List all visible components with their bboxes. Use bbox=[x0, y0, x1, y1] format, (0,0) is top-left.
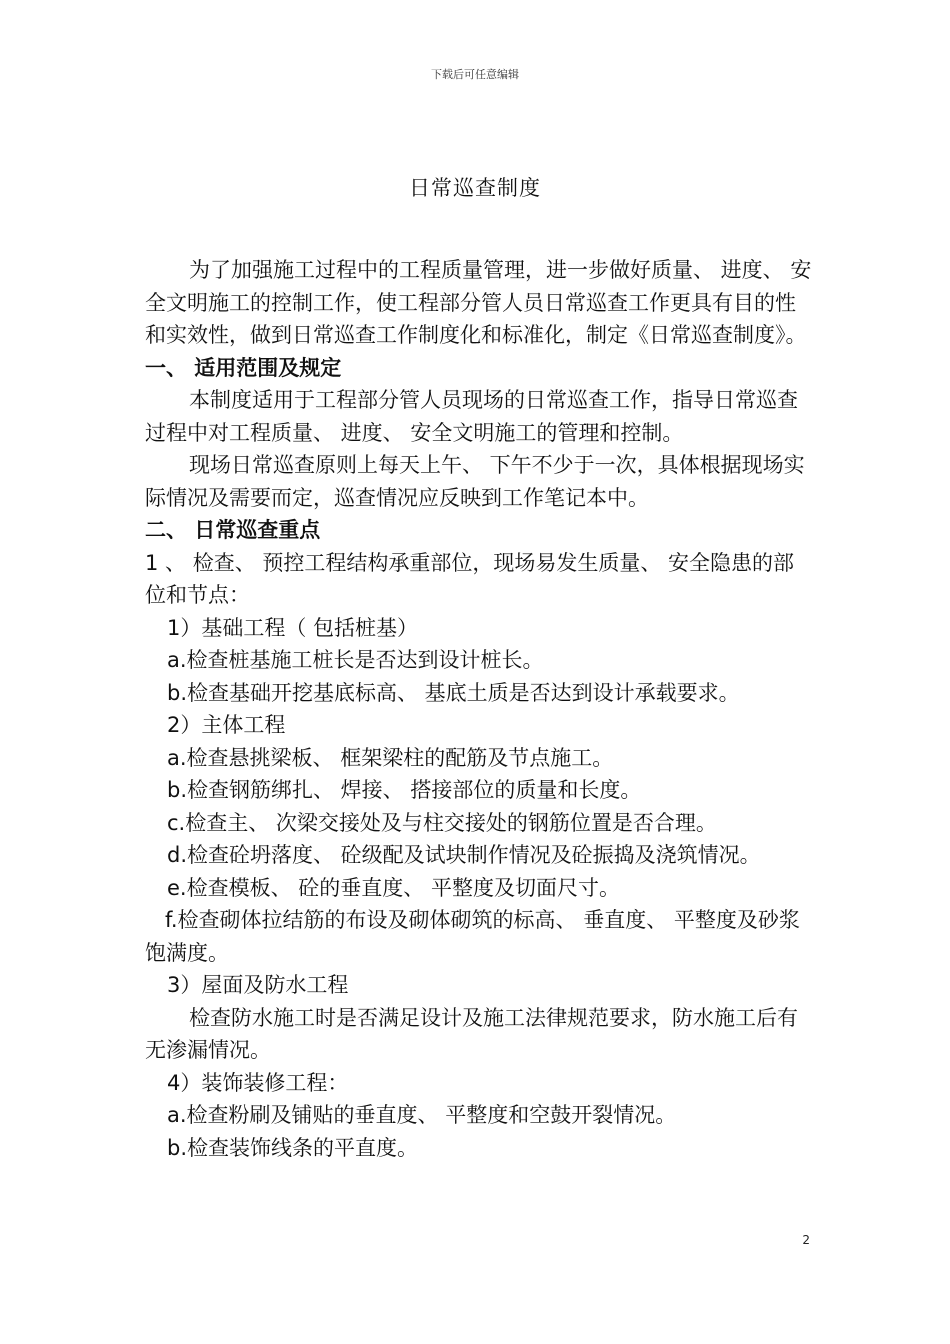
structure-item-a: a.检查悬挑梁板、 框架梁柱的配筋及节点施工。 bbox=[167, 745, 614, 770]
subsection-foundation: 1）基础工程（ 包括桩基） bbox=[167, 615, 419, 640]
subsection-roof-waterproof: 3）屋面及防水工程 bbox=[167, 973, 349, 997]
structure-item-f bbox=[145, 904, 815, 969]
structure-item-f-text: f.检查砌体拉结筋的布设及砌体砌筑的标高、 垂直度、 平整度及砂浆饱满度。 bbox=[145, 908, 800, 965]
foundation-item-b: b.检查基础开挖基底标高、 基底土质是否达到设计承载要求。 bbox=[167, 680, 740, 705]
foundation-item-a: a.检查桩基施工桩长是否达到设计桩长。 bbox=[167, 648, 544, 672]
subsection-main-structure: 2）主体工程 bbox=[167, 713, 286, 737]
subsection-decoration: 4）装饰装修工程： bbox=[167, 1070, 349, 1095]
document-body bbox=[145, 254, 815, 1164]
section-heading-2: 二、 日常巡查重点 bbox=[145, 518, 321, 542]
frequency-paragraph: 现场日常巡查原则上每天上午、 下午不少于一次，具体根据现场实际情况及需要而定，巡查情况应反映到工作笔记本中。 bbox=[145, 453, 805, 510]
page-title: 日常巡查制度 bbox=[409, 176, 541, 200]
decoration-item-a: a.检查粉刷及铺贴的垂直度、 平整度和空鼓开裂情况。 bbox=[167, 1103, 677, 1127]
structure-item-e: e.检查模板、 砼的垂直度、 平整度及切面尺寸。 bbox=[167, 875, 620, 900]
header-note: 下载后可任意编辑 bbox=[431, 68, 519, 81]
intro-paragraph: 为了加强施工过程中的工程质量管理，进一步做好质量、 进度、 安全文明施工的控制工作，使工程部分管人员日常巡查工作更具有目的性和实效性，做到日常巡查工作制度化和标准化，制定《日常巡查制度》。 bbox=[145, 258, 812, 347]
scope-paragraph: 本制度适用于工程部分管人员现场的日常巡查工作，指导日常巡查过程中对工程质量、 进度、 安全文明施工的管理和控制。 bbox=[145, 388, 798, 445]
decoration-item-b: b.检查装饰线条的平直度。 bbox=[167, 1135, 419, 1160]
structure-item-d: d.检查砼坍落度、 砼级配及试块制作情况及砼振捣及浇筑情况。 bbox=[167, 843, 761, 867]
waterproof-paragraph: 检查防水施工时是否满足设计及施工法律规范要求，防水施工后有无渗漏情况。 bbox=[145, 1005, 798, 1062]
structure-item-b: b.检查钢筋绑扎、 焊接、 搭接部位的质量和长度。 bbox=[167, 778, 642, 802]
item-1: 1 、 检查、 预控工程结构承重部位，现场易发生质量、 安全隐患的部位和节点： bbox=[145, 550, 795, 607]
structure-item-c: c.检查主、 次梁交接处及与柱交接处的钢筋位置是否合理。 bbox=[167, 810, 717, 835]
page-number: 2 bbox=[802, 1233, 810, 1247]
section-heading-1: 一、 适用范围及规定 bbox=[145, 355, 342, 380]
